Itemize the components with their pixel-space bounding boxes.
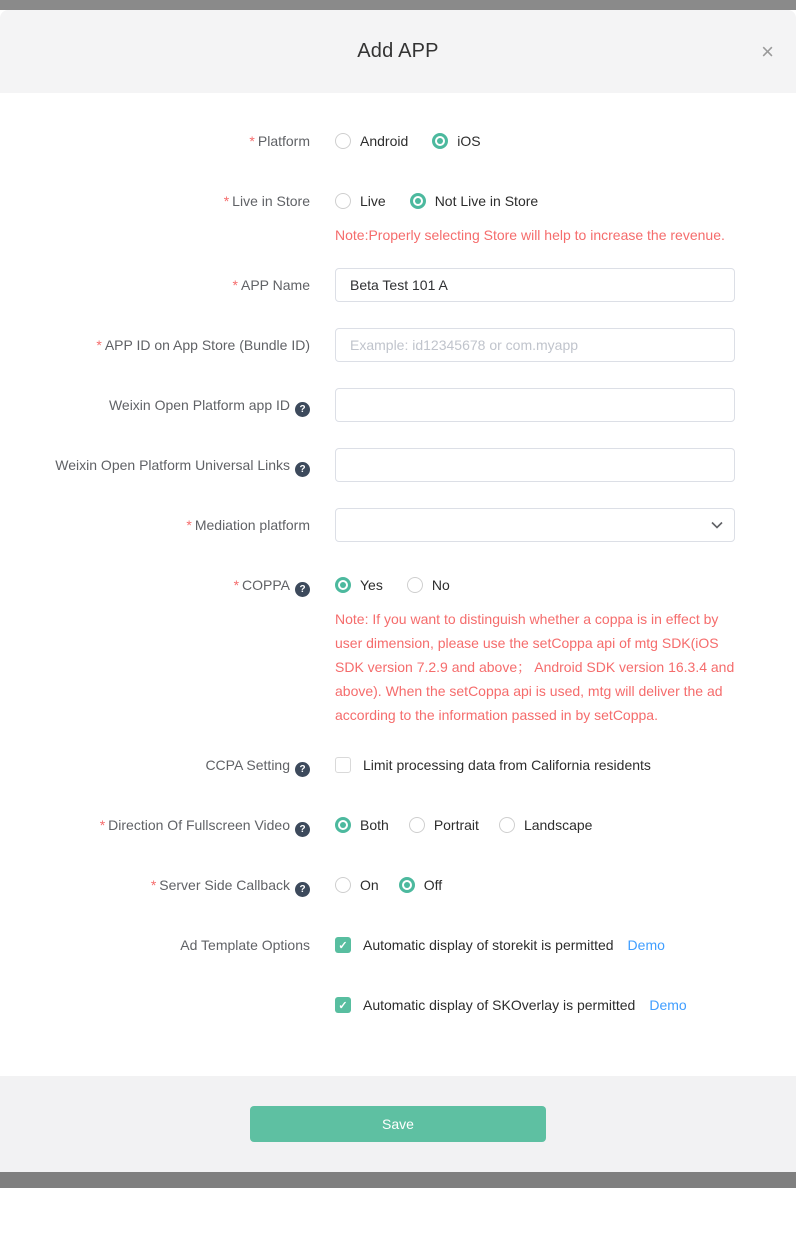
radio-label: On: [360, 877, 379, 893]
ad-template-options-label: Ad Template Options: [180, 937, 310, 953]
radio-label: Landscape: [523, 817, 593, 833]
form-row-ad-template-skoverlay: [0, 988, 796, 1022]
weixin-app-id-label: Weixin Open Platform app ID ?: [0, 388, 310, 422]
weixin-universal-links-label: Weixin Open Platform Universal Links ?: [0, 448, 310, 482]
form-row-live-in-store: [0, 184, 796, 247]
app-id-label: * APP ID on App Store (Bundle ID): [96, 337, 310, 353]
coppa-note: Note: If you want to distinguish whether a coppa is in effect by user dimension, please use the setCoppa api of mtg SDK(iOS SDK version 7.2.9 and above； Android SDK version 16.3.4 and above). When the setCoppa api is used, mtg will deliver the ad according to the information passed in by setCoppa.: [335, 611, 735, 723]
radio-android[interactable]: [335, 133, 408, 149]
radio-checked-icon: [432, 133, 448, 149]
radio-coppa-no[interactable]: [407, 577, 450, 593]
radio-checked-icon: [399, 877, 415, 893]
radio-unchecked-icon: [407, 577, 423, 593]
direction-label: * Direction Of Fullscreen Video ?: [0, 808, 310, 842]
required-marker: *: [99, 817, 106, 833]
help-icon[interactable]: ?: [295, 582, 310, 597]
radio-checked-icon: [410, 193, 426, 209]
help-icon[interactable]: ?: [295, 462, 310, 477]
radio-label: Off: [423, 877, 443, 893]
radio-label: Both: [360, 817, 389, 833]
app-name-input[interactable]: [335, 268, 735, 302]
live-in-store-label: * Live in Store: [223, 193, 310, 209]
radio-unchecked-icon: [335, 877, 351, 893]
chevron-down-icon: [711, 521, 723, 529]
ccpa-label: CCPA Setting ?: [0, 748, 310, 782]
radio-checked-icon: [335, 577, 351, 593]
radio-landscape[interactable]: [499, 817, 593, 833]
radio-unchecked-icon: [335, 193, 351, 209]
mediation-platform-select[interactable]: [335, 508, 735, 542]
mediation-platform-label: * Mediation platform: [186, 517, 310, 533]
store-note: Note:Properly selecting Store will help to increase the revenue.: [335, 227, 725, 243]
modal-body: [0, 93, 796, 1076]
server-side-callback-label: * Server Side Callback ?: [0, 868, 310, 902]
radio-label: Yes: [360, 577, 383, 593]
radio-coppa-yes[interactable]: [335, 577, 383, 593]
ccpa-checkbox[interactable]: [335, 757, 351, 773]
form-row-weixin-app-id: [0, 388, 796, 422]
radio-not-live-in-store[interactable]: [410, 193, 539, 209]
add-app-modal: [0, 10, 796, 1172]
window-bottom-bar: [0, 1172, 796, 1188]
radio-callback-on[interactable]: [335, 877, 379, 893]
required-marker: *: [223, 193, 230, 209]
modal-footer: [0, 1076, 796, 1172]
close-icon[interactable]: ×: [761, 38, 774, 64]
app-id-input[interactable]: [335, 328, 735, 362]
weixin-universal-links-input[interactable]: [335, 448, 735, 482]
radio-label: iOS: [457, 133, 481, 149]
coppa-label: * COPPA ?: [0, 568, 310, 727]
radio-live[interactable]: [335, 193, 386, 209]
radio-label: Not Live in Store: [434, 193, 539, 209]
save-button[interactable]: Save: [250, 1106, 546, 1142]
radio-unchecked-icon: [335, 133, 351, 149]
window-top-bar: [0, 0, 796, 10]
form-row-weixin-universal-links: [0, 448, 796, 482]
form-row-direction: [0, 808, 796, 842]
radio-callback-off[interactable]: [399, 877, 442, 893]
modal-title: Add APP: [357, 40, 439, 62]
radio-unchecked-icon: [499, 817, 515, 833]
radio-label: No: [431, 577, 450, 593]
form-row-coppa: [0, 568, 796, 727]
help-icon[interactable]: ?: [295, 882, 310, 897]
help-icon[interactable]: ?: [295, 762, 310, 777]
storekit-demo-link[interactable]: Demo: [627, 937, 665, 953]
platform-label: * Platform: [249, 133, 310, 149]
radio-both[interactable]: [335, 817, 389, 833]
empty-label: [0, 988, 310, 1022]
modal-header: [0, 10, 796, 93]
form-row-server-side-callback: [0, 868, 796, 902]
radio-checked-icon: [335, 817, 351, 833]
radio-unchecked-icon: [409, 817, 425, 833]
radio-label: Portrait: [433, 817, 479, 833]
app-name-label: * APP Name: [232, 277, 310, 293]
radio-ios[interactable]: [432, 133, 480, 149]
help-icon[interactable]: ?: [295, 822, 310, 837]
required-marker: *: [96, 337, 102, 353]
help-icon[interactable]: ?: [295, 402, 310, 417]
required-marker: *: [186, 517, 192, 533]
radio-label: Live: [360, 193, 386, 209]
weixin-app-id-input[interactable]: [335, 388, 735, 422]
form-row-mediation-platform: [0, 508, 796, 542]
radio-label: Android: [360, 133, 409, 149]
form-row-ad-template-storekit: [0, 928, 796, 962]
radio-portrait[interactable]: [409, 817, 479, 833]
skoverlay-demo-link[interactable]: Demo: [649, 997, 687, 1013]
required-marker: *: [150, 877, 157, 893]
required-marker: *: [232, 277, 238, 293]
form-row-app-name: [0, 268, 796, 302]
skoverlay-checkbox[interactable]: ✓: [335, 997, 351, 1013]
storekit-checkbox-label: Automatic display of storekit is permitted: [363, 937, 614, 953]
form-row-app-id: [0, 328, 796, 362]
storekit-checkbox[interactable]: ✓: [335, 937, 351, 953]
form-row-platform: [0, 124, 796, 158]
form-row-ccpa: [0, 748, 796, 782]
required-marker: *: [233, 577, 240, 593]
skoverlay-checkbox-label: Automatic display of SKOverlay is permitted: [363, 997, 636, 1013]
required-marker: *: [249, 133, 255, 149]
ccpa-checkbox-label: Limit processing data from California residents: [363, 757, 651, 773]
